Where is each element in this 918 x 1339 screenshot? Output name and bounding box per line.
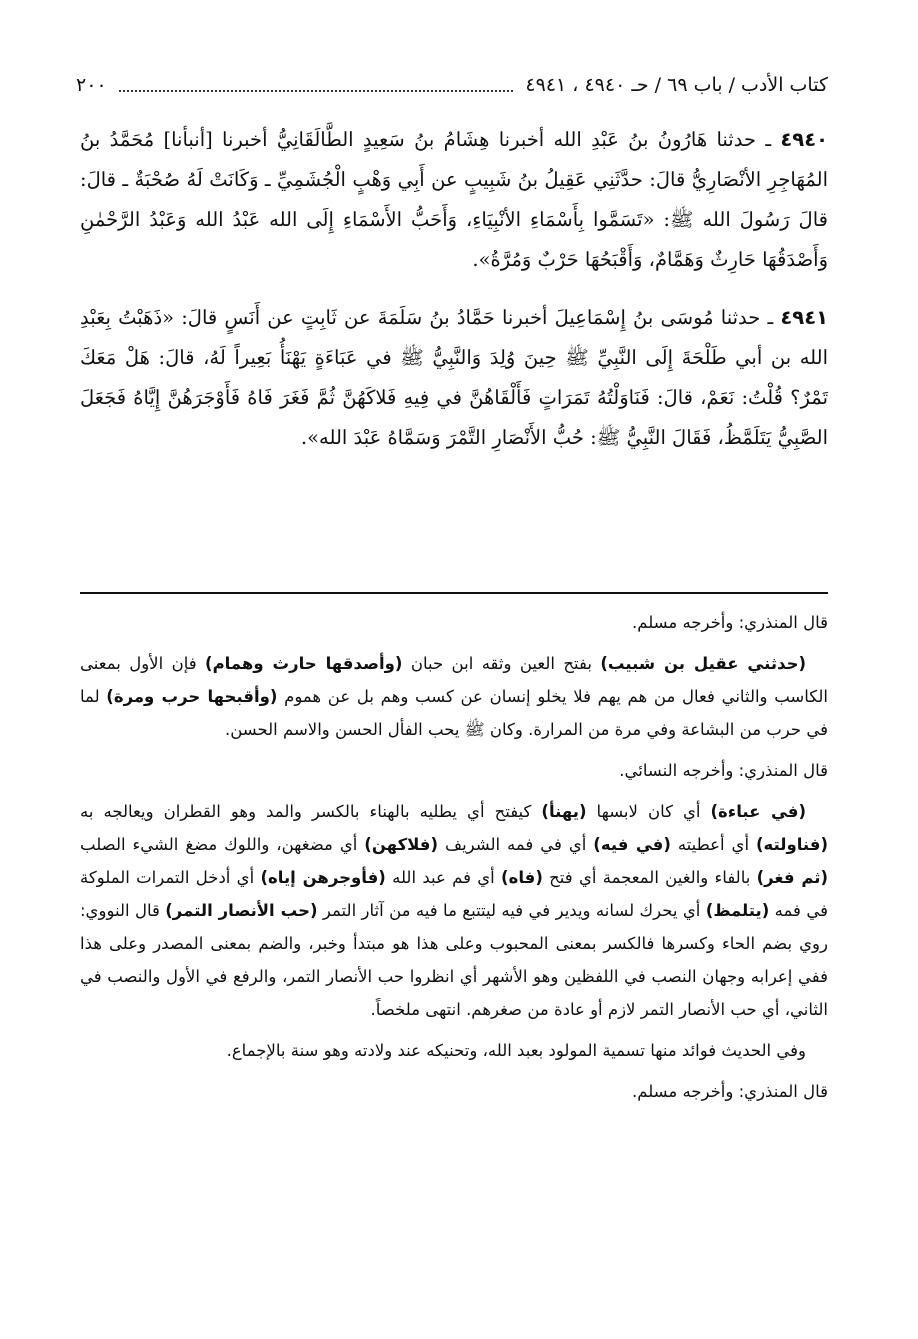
hadith-4941 bbox=[80, 298, 828, 458]
quoted-term: (في فيه) bbox=[593, 835, 671, 854]
quoted-term: (وأصدقها حارث وهمام) bbox=[205, 654, 403, 673]
running-title: كتاب الأدب / باب ٦٩ / حـ ٤٩٤٠ ، ٤٩٤١ bbox=[525, 74, 828, 96]
page-header bbox=[76, 72, 828, 98]
quoted-term: (يتلمظ) bbox=[705, 901, 770, 920]
footnote-divider bbox=[80, 592, 828, 594]
commentary-paragraph bbox=[80, 647, 828, 746]
quoted-term: (فاه) bbox=[501, 868, 543, 887]
commentary-text: أي فم عبد الله bbox=[385, 868, 502, 887]
commentary-paragraph: قال المنذري: وأخرجه مسلم. bbox=[631, 1082, 828, 1101]
commentary-text: قال النووي: روي بضم الحاء وكسرها فالكسر بمعنى المحبوب وعلى هذا هو مبتدأ وخبر، والضم بمعنى المصدر وعلى هذا ففي إعرابه وجهان النصب في اللفظين وهو الأشهر أي انظروا حب الأنصار التمر، والرفع في الأول والنصب في الثاني، أي حب الأنصار التمر لازم أو عادة من صغرهم. انتهى ملخصاً. bbox=[80, 901, 828, 1019]
quoted-term: (حدثني عقيل بن شبيب) bbox=[600, 654, 806, 673]
quoted-term: (حب الأنصار التمر) bbox=[165, 901, 318, 920]
commentary-text: بفتح العين وثقه ابن حبان bbox=[402, 654, 601, 673]
commentary-text: أي في فمه الشريف bbox=[438, 835, 594, 854]
commentary-text: لما في حرب من البشاعة وفي مرة من المرارة. وكان ﷺ يحب الفأل الحسن والاسم الحسن. bbox=[80, 687, 828, 739]
quoted-term: (في عباءة) bbox=[710, 802, 807, 821]
quoted-term: (فلاكهن) bbox=[364, 835, 439, 854]
quoted-term: (فناولته) bbox=[755, 835, 828, 854]
commentary-paragraph bbox=[80, 795, 828, 1026]
hadith-body: ـ حدثنا هَارُونُ بنُ عَبْدِ الله أخبرنا هِشَامُ بنُ سَعِيدٍ الطَّالَقَانِيُّ أخبرنا [أنبأنا] مُحَمَّدُ بنُ المُهَاجِرِ الأنْصَارِيُّ قالَ: حدَّثَنِي عَقِيلُ بنُ شَبِيبٍ عن أَبِي وَهْبٍ الْجُشَمِيِّ ـ وَكَانَتْ لَهُ صُحْبَةٌ ـ قالَ: قالَ رَسُولَ الله ﷺ: «تَسَمَّوا بِأَسْمَاءِ الأنْبِيَاءِ، وَأَحَبُّ الأَسْمَاءِ إِلَى الله عَبْدُ الله وَعَبْدُ الرَّحْمٰنِ وَأَصْدَقُهَا حَارِثٌ وَهَمَّامٌ، وَأَقْبَحُهَا حَرْبٌ وَمُرَّةُ». bbox=[80, 128, 828, 271]
page-number: ٢٠٠ bbox=[76, 74, 107, 96]
commentary-paragraph: وفي الحديث فوائد منها تسمية المولود بعبد الله، وتحنيكه عند ولادته وهو سنة بالإجماع. bbox=[226, 1041, 806, 1060]
commentary-text: بالفاء والغين المعجمة أي فتح bbox=[542, 868, 757, 887]
quoted-term: (فأوجرهن إياه) bbox=[260, 868, 386, 887]
commentary-text: أي يحرك لسانه ويدير في فيه ليتتبع ما فيه من آثار التمر bbox=[317, 901, 706, 920]
commentary-text: فإن الأول بمعنى الكاسب والثاني فعال من هم يهم فلا يخلو إنسان عن كسب وهم بل عن هموم bbox=[80, 654, 828, 706]
commentary-text: أي أدخل التمرات الملوكة في فمه bbox=[80, 868, 828, 920]
hadith-text bbox=[80, 120, 828, 476]
dotted-leader bbox=[119, 78, 514, 92]
commentary-paragraph: قال المنذري: وأخرجه النسائي. bbox=[619, 761, 828, 780]
commentary-text: أي مضغهن، واللوك مضغ الشيء الصلب bbox=[80, 835, 365, 854]
commentary-text: كيفتح أي يطليه بالهناء بالكسر والمد وهو القطران ويعالجه به bbox=[80, 802, 542, 821]
commentary bbox=[80, 606, 828, 1116]
quoted-term: (ثم فغر) bbox=[756, 868, 829, 887]
hadith-body: ـ حدثنا مُوسَى بنُ إِسْمَاعِيلَ أخبرنا حَمَّادُ بنُ سَلَمَةَ عن ثَابِتٍ عن أَنَسٍ قالَ: «ذَهَبْتُ بِعَبْدِ الله بن أبي طَلْحَةَ إِلَى النَّبِيِّ ﷺ حِينَ وُلِدَ وَالنَّبِيُّ ﷺ في عَبَاءَةٍ يَهْنَأُ بَعِيراً لَهُ، قالَ: هَلْ مَعَكَ تَمْرٌ؟ قُلْتُ: نَعَمْ، قالَ: فَنَاوَلْتُهُ تَمَرَاتٍ فَأَلْقَاهُنَّ في فِيهِ فَلاكَهُنَّ ثُمَّ فَغَرَ فَاهُ فَأَوْجَرَهُنَّ إِيَّاهُ فَجَعَلَ الصَّبِيُّ يَتَلَمَّظُ، فَقَالَ النَّبِيُّ ﷺ: حُبُّ الأَنْصَارِ التَّمْرَ وَسَمَّاهُ عَبْدَ الله». bbox=[80, 306, 828, 449]
hadith-number: ٤٩٤١ bbox=[780, 306, 828, 329]
hadith-4940 bbox=[80, 120, 828, 280]
commentary-text: أي أعطيته bbox=[670, 835, 756, 854]
quoted-term: (يهنأ) bbox=[541, 802, 587, 821]
commentary-text: أي كان لابسها bbox=[586, 802, 711, 821]
quoted-term: (وأقبحها حرب ومرة) bbox=[106, 687, 278, 706]
hadith-number: ٤٩٤٠ bbox=[780, 128, 828, 151]
commentary-paragraph: قال المنذري: وأخرجه مسلم. bbox=[631, 613, 828, 632]
